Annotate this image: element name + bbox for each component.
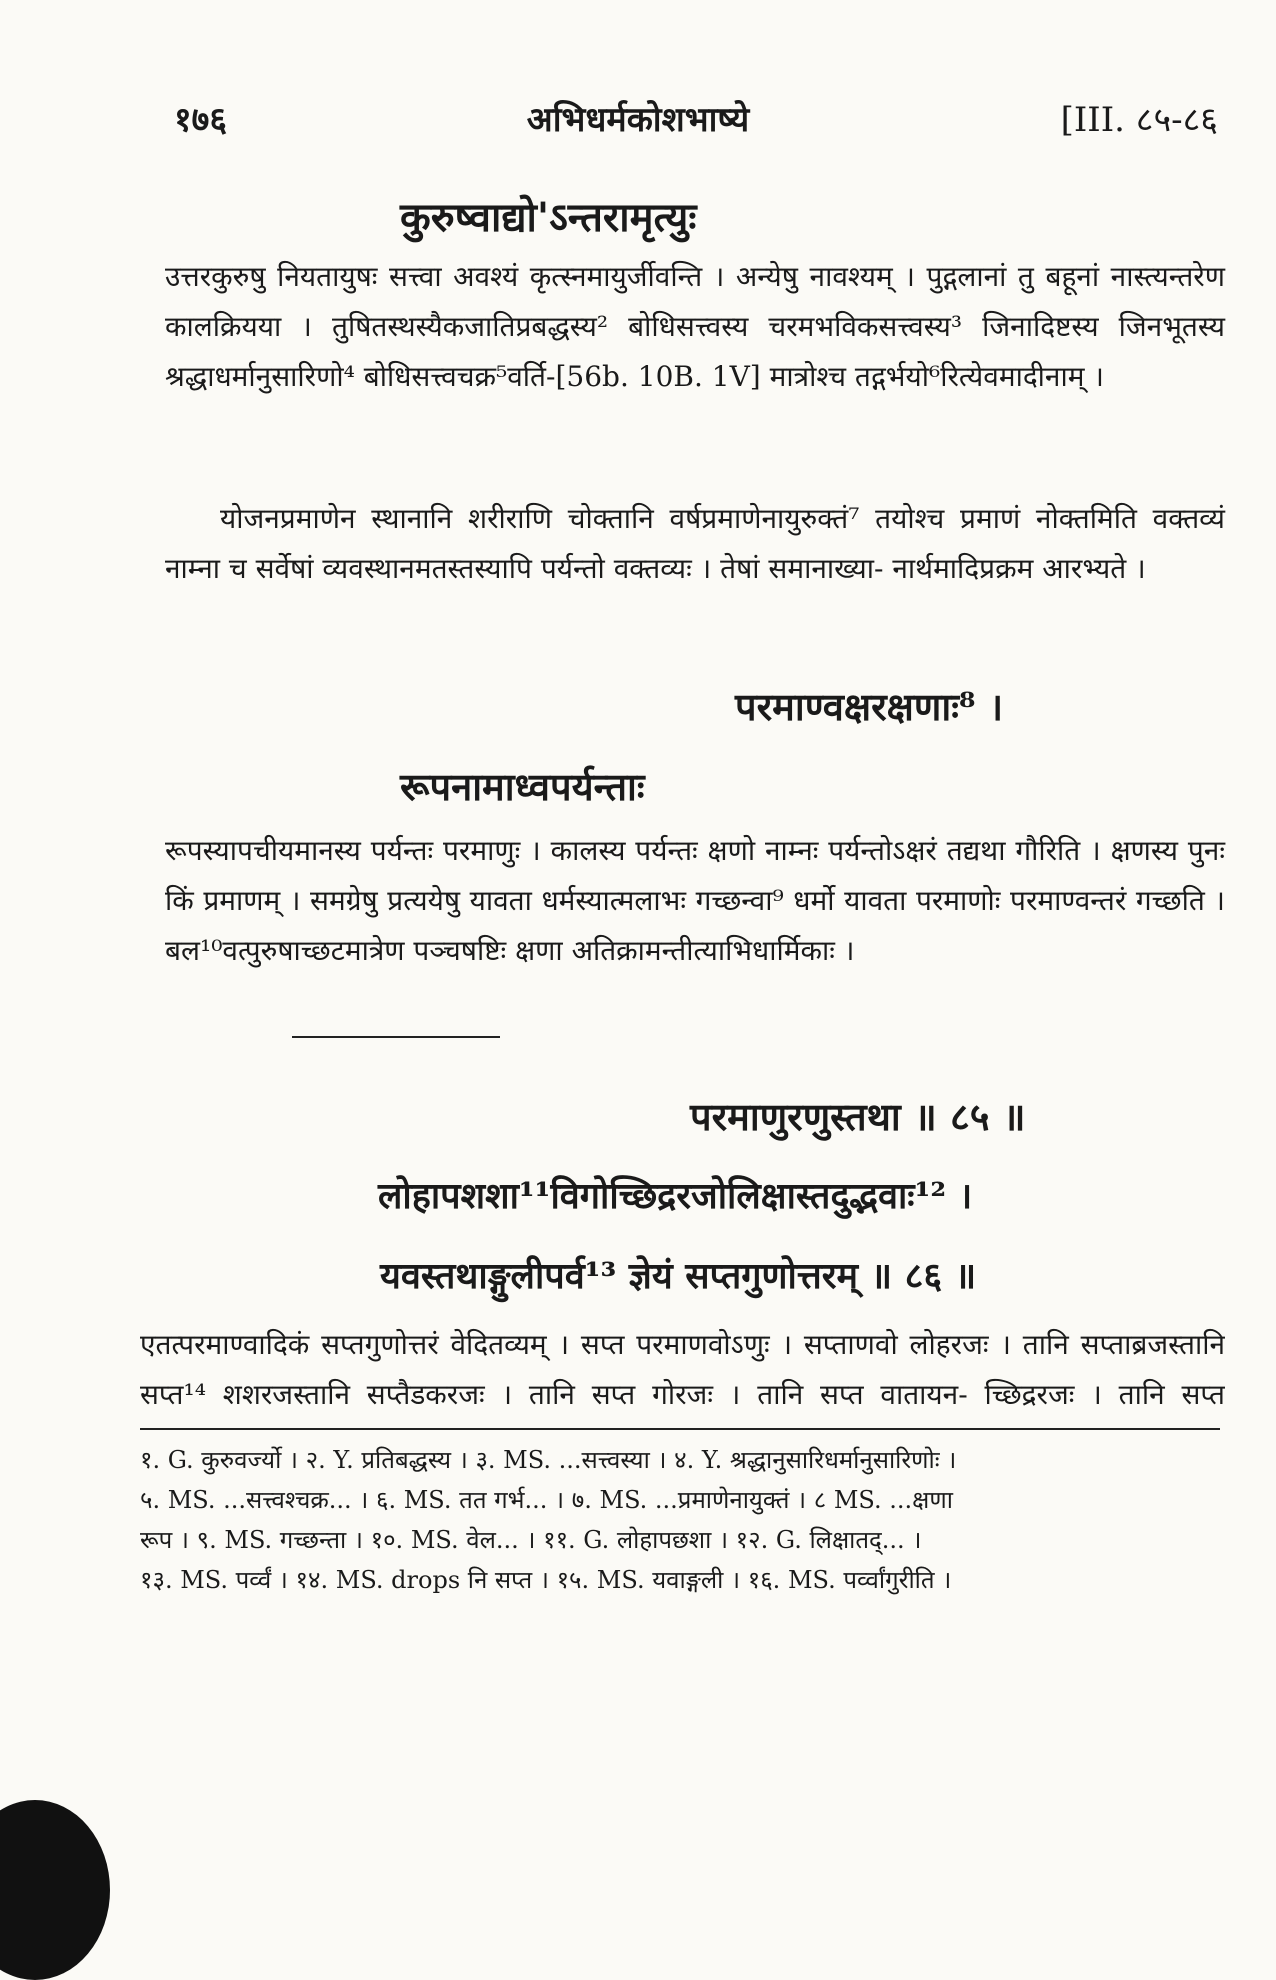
footnote-line: ५. MS. ...सत्त्वश्चक्र... । ६. MS. तत गर्भ... । ७. MS. ...प्रमाणेनायुक्तं । ८ MS. ...क्षणा xyxy=(140,1486,953,1514)
footnote-line: रूप । ९. MS. गच्छन्ता । १०. MS. वेल... । ११. G. लोहापछशा । १२. G. लिक्षातद्... । xyxy=(140,1526,922,1554)
section-reference: [III. ८५-८६ xyxy=(1060,100,1218,140)
ink-blot xyxy=(0,1800,110,1980)
footnote-line: १. G. कुरुवर्ज्यो । २. Y. प्रतिबद्धस्य । ३. MS. ...सत्त्वस्या । ४. Y. श्रद्धानुसारिधर्मानुसारिणोः । xyxy=(140,1446,957,1474)
commentary-paragraph: एतत्परमाण्वादिकं सप्तगुणोत्तरं वेदितव्यम् । सप्त परमाणवोऽणुः । सप्ताणवो लोहरजः । तानि सप्ताब्रजस्तानि सप्त¹⁴ शशरजस्तानि सप्तैडकरजः । तानि सप्त गोरजः । तानि सप्त वातायन- च्छिद्ररजः । तानि सप्त xyxy=(140,1328,1225,1411)
page-title: अभिधर्मकोशभाष्ये xyxy=(526,100,750,140)
verse-line: यवस्तथाङ्गुलीपर्व¹³ ज्ञेयं सप्तगुणोत्तरम् ॥ ८६ ॥ xyxy=(380,1255,977,1297)
commentary-paragraph: उत्तरकुरुषु नियतायुषः सत्त्वा अवश्यं कृत्स्नमायुर्जीवन्ति । अन्येषु नावश्यम् । पुद्गलानां तु बहूनां नास्त्यन्तरेण कालक्रियया । तुषितस्थस्यैकजातिप्रबद्धस्य² बोधिसत्त्वस्य चरमभविकसत्त्वस्य³ जिनादिष्टस्य जिनभूतस्य श्रद्धाधर्मानुसारिणो⁴ बोधिसत्त्वचक्र⁵वर्ति-[56b. 10B. 1V] मात्रोश्च तद्गर्भयो⁶रित्येवमादीनाम् । xyxy=(165,260,1225,393)
verse-line: परमाण्वक्षरक्षणाः⁸ । xyxy=(735,684,1004,729)
underline xyxy=(292,1036,500,1038)
commentary-paragraph: रूपस्यापचीयमानस्य पर्यन्तः परमाणुः । कालस्य पर्यन्तः क्षणो नाम्नः पर्यन्तोऽक्षरं तद्यथा गौरिति । क्षणस्य पुनः किं प्रमाणम् । समग्रेषु प्रत्ययेषु यावता धर्मस्यात्मलाभः गच्छन्वा⁹ धर्मो यावता परमाणोः परमाण्वन्तरं गच्छति । बल¹⁰वत्पुरुषाच्छटमात्रेण पञ्चषष्टिः क्षणा अतिक्रामन्तीत्याभिधार्मिकाः । xyxy=(165,834,1225,967)
footnote-line: १३. MS. पर्व्वं । १४. MS. drops नि सप्त । १५. MS. यवाङ्गली । १६. MS. पर्व्वांगुरीति । xyxy=(140,1566,952,1594)
footnotes xyxy=(140,1440,1225,1600)
verse-line: रूपनामाध्वपर्यन्ताः xyxy=(400,764,645,809)
verse-line: परमाणुरणुस्तथा ॥ ८५ ॥ xyxy=(690,1094,1026,1139)
running-header xyxy=(0,95,1276,155)
commentary-paragraph: योजनप्रमाणेन स्थानानि शरीराणि चोक्तानि वर्षप्रमाणेनायुरुक्तं⁷ तयोश्च प्रमाणं नोक्तमिति वक्तव्यं नाम्ना च सर्वेषां व्यवस्थानमतस्तस्यापि पर्यन्तो वक्तव्यः । तेषां समानाख्या- नार्थमादिप्रक्रम आरभ्यते । xyxy=(165,502,1225,585)
verse-line: लोहापशशा¹¹विगोच्छिद्ररजोलिक्षास्तदुद्भवाः¹² । xyxy=(378,1175,973,1217)
verse-line: कुरुष्वाद्यो'ऽन्तरामृत्युः xyxy=(400,194,697,241)
footnote-rule xyxy=(140,1428,1220,1430)
page-number: १७६ xyxy=(174,100,228,140)
